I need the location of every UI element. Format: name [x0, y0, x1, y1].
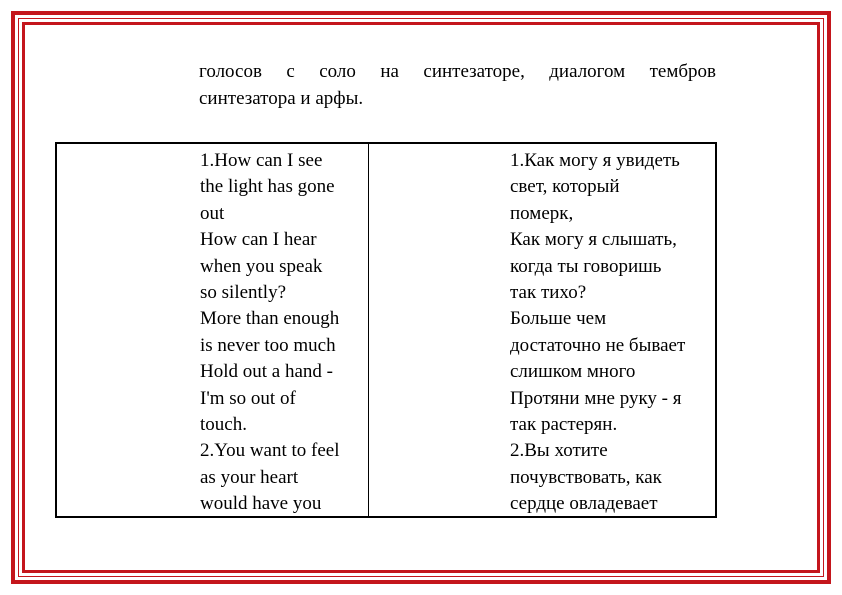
- lyric-line-en: would have you: [200, 493, 322, 515]
- lyric-line-ru: когда ты говоришь: [510, 255, 662, 277]
- lyric-line-en: I'm so out of: [200, 387, 296, 409]
- intro-paragraph: [199, 58, 716, 112]
- lyric-line-ru: почувствовать, как: [510, 466, 662, 488]
- lyric-line-en: 2.You want to feel: [200, 440, 340, 462]
- lyric-line-ru: так тихо?: [510, 282, 587, 304]
- russian-lyrics-column: [510, 148, 685, 518]
- lyric-line-en: so silently?: [200, 282, 287, 304]
- lyric-line-ru: свет, который: [510, 176, 620, 198]
- lyric-line-en: is never too much: [200, 334, 336, 356]
- english-lyrics-column: [200, 148, 340, 518]
- lyrics-table: [55, 142, 717, 518]
- lyric-line-ru: Как могу я слышать,: [510, 229, 677, 251]
- lyric-line-en: 1.How can I see: [200, 150, 323, 171]
- lyric-line-ru: слишком много: [510, 361, 636, 383]
- lyric-line-en: Hold out a hand -: [200, 361, 333, 383]
- column-divider: [368, 144, 369, 516]
- lyric-line-ru: Протяни мне руку - я: [510, 387, 682, 409]
- lyric-line-en: How can I hear: [200, 229, 317, 251]
- lyric-line-en: More than enough: [200, 308, 340, 330]
- intro-line: синтезатора и арфы.: [199, 88, 364, 109]
- lyric-line-ru: так растерян.: [510, 414, 618, 436]
- lyric-line-en: as your heart: [200, 466, 299, 488]
- lyric-line-en: touch.: [200, 414, 247, 436]
- intro-line: голосов с соло на синтезаторе, диалогом тембров: [199, 61, 716, 82]
- lyric-line-ru: сердце овладевает: [510, 493, 658, 515]
- lyric-line-ru: 2.Вы хотите: [510, 440, 608, 462]
- lyric-line-en: out: [200, 202, 225, 224]
- lyric-line-ru: достаточно не бывает: [510, 334, 686, 356]
- lyric-line-en: when you speak: [200, 255, 323, 277]
- lyric-line-en: the light has gone: [200, 176, 335, 198]
- lyric-line-ru: 1.Как могу я увидеть: [510, 150, 680, 171]
- lyric-line-ru: Больше чем: [510, 308, 607, 330]
- lyric-line-ru: померк,: [510, 202, 574, 224]
